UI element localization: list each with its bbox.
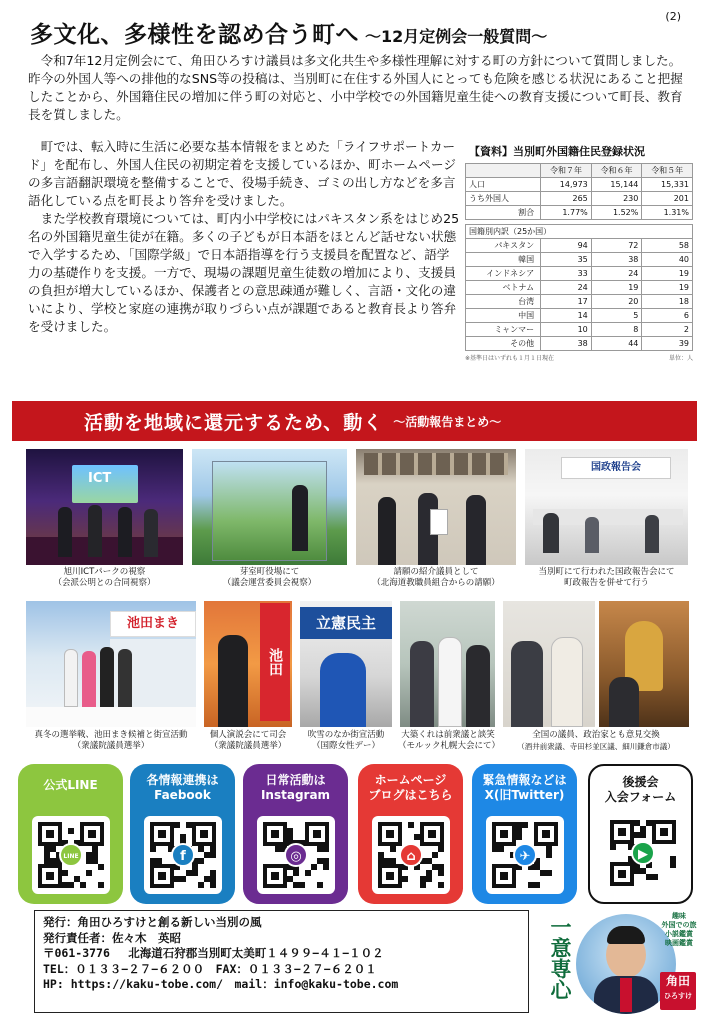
photo-sign-text: 池田 <box>260 603 290 721</box>
qr-card-label-line: 入会フォーム <box>604 790 677 804</box>
photo-caption-report: 当別町にて行われた国政報告会にて 町政報告を併せて行う <box>538 567 675 588</box>
table-cell: 18 <box>642 295 693 309</box>
table-row <box>466 281 693 295</box>
table-cell: 58 <box>642 239 693 253</box>
qr-card-label <box>18 778 123 793</box>
photo-blizzard <box>300 601 392 727</box>
table-header: 令和５年 <box>642 164 693 178</box>
table-cell: 人口 <box>466 178 541 192</box>
table-header-row <box>466 164 693 178</box>
qr-code[interactable] <box>486 816 564 894</box>
stat-table <box>465 163 693 351</box>
table-header: 令和７年 <box>541 164 592 178</box>
table-cell: 中国 <box>466 309 541 323</box>
qr-code[interactable] <box>144 816 222 894</box>
instagram-icon: ◎ <box>284 843 308 867</box>
photo-caption-winter: 真冬の選挙戦、池田まき候補と街宣活動 （衆議院議員選挙） <box>34 730 188 751</box>
table-cell: 6 <box>642 309 693 323</box>
photo-caption-petition: 請願の紹介議員として （北海道教職員組合からの請願） <box>372 567 500 588</box>
table-cell: 15,144 <box>591 178 642 192</box>
table-cell: 17 <box>541 295 592 309</box>
table-cell: 10 <box>541 323 592 337</box>
photo-molkky <box>400 601 495 727</box>
table-cell: 19 <box>642 267 693 281</box>
article-body <box>28 138 461 336</box>
photo-caption-speech: 個人演説会にて司会 （衆議院議員選挙） <box>209 730 287 751</box>
table-row <box>466 239 693 253</box>
home-icon: ⌂ <box>399 843 423 867</box>
banner-subtitle: 〜活動報告まとめ〜 <box>393 414 502 429</box>
photo-winter-campaign <box>26 601 196 727</box>
publisher-responsible: 発行責任者：佐々木 英昭 <box>43 930 181 945</box>
banner-title: 活動を地域に還元するため、動く <box>84 411 384 434</box>
twitter-bird-icon: ✈ <box>513 843 537 867</box>
table-note-left: ※基準日はいずれも１月１日現在 <box>465 355 555 362</box>
table-row <box>466 337 693 351</box>
qr-card-label-line: ブログはこちら <box>368 788 453 802</box>
photo-screen-text: ICT <box>88 471 112 486</box>
qr-card-label <box>130 773 235 803</box>
table-row <box>466 295 693 309</box>
qr-card-label-line: 各情報連携は <box>146 773 219 787</box>
photo-caption-ict: 旭川ICTパークの視察 （会派公明との合同視察） <box>53 567 156 588</box>
table-cell: 24 <box>541 281 592 295</box>
qr-card-label-line: 日常活動は <box>265 773 326 787</box>
table-row <box>466 206 693 220</box>
qr-code[interactable] <box>257 816 335 894</box>
table-cell: 韓国 <box>466 253 541 267</box>
table-note-unit: 単位：人 <box>668 355 693 362</box>
body-paragraph-1: 町では、転入時に生活に必要な基本情報をまとめた「ライフサポートカード」を配布し、外国人住民の初期定着を支援しているほか、町ホームページの多言語翻訳環境を整備することで、役場手続き、ゴミの出し方などを多言語化している点を町長より答弁を受けました。 <box>28 139 456 208</box>
table-cell: 1.77% <box>541 206 592 220</box>
photo-exchange-2 <box>599 601 689 727</box>
publisher-line: 発行：角田ひろすけと創る新しい当別の風 <box>43 915 262 929</box>
table-cell: 35 <box>541 253 592 267</box>
photo-memuro-office <box>192 449 347 565</box>
table-cell: 265 <box>541 192 592 206</box>
qr-card-label-line: Instagram <box>260 788 331 802</box>
table-cell: 39 <box>642 337 693 351</box>
qr-card-label-line: X(旧Twitter) <box>484 788 565 802</box>
table-cell: 94 <box>541 239 592 253</box>
title-sub: 〜12月定例会一般質問〜 <box>365 27 548 46</box>
publisher-phone: TEL：０１３３−２７−６２００ FAX：０１３３−２７−６２０１ <box>43 961 377 976</box>
homepage-qr-card[interactable] <box>358 764 463 904</box>
qr-card-label-line: 公式LINE <box>43 778 98 792</box>
page-number: (2) <box>665 10 681 23</box>
qr-code[interactable] <box>372 816 450 894</box>
supporters-form-qr-card[interactable] <box>588 764 693 904</box>
table-cell: 8 <box>591 323 642 337</box>
table-cell: 44 <box>591 337 642 351</box>
table-row <box>466 323 693 337</box>
qr-card-label-line: Faebook <box>154 788 211 802</box>
table-caption: 【資料】当別町外国籍住民登録状況 <box>469 145 645 158</box>
table-row <box>466 267 693 281</box>
table-row <box>466 225 693 239</box>
table-cell: 38 <box>591 253 642 267</box>
table-cell: 1.52% <box>591 206 642 220</box>
breakdown-label: 国籍別内訳（25か国） <box>466 225 693 239</box>
table-cell: インドネシア <box>466 267 541 281</box>
photo-sign-text: 池田まき <box>110 611 196 637</box>
youtube-play-icon: ▶ <box>631 841 655 865</box>
table-cell: 1.31% <box>642 206 693 220</box>
table-cell: 38 <box>541 337 592 351</box>
qr-code[interactable] <box>604 814 682 892</box>
publisher-web: HP: https://kaku-tobe.com/ mail：info@kaku-tobe.com <box>43 977 399 991</box>
photo-caption-memuro: 芽室町役場にて （議会運営委員会視察） <box>222 567 317 588</box>
table-cell: 15,331 <box>642 178 693 192</box>
table-cell: 72 <box>591 239 642 253</box>
table-cell: 201 <box>642 192 693 206</box>
table-header: 令和６年 <box>591 164 642 178</box>
line-icon: LINE <box>59 843 83 867</box>
photo-sign-text: 国政報告会 <box>561 457 671 479</box>
article-title <box>30 16 690 49</box>
table-cell: 14,973 <box>541 178 592 192</box>
qr-card-label-line: ホームページ <box>374 773 447 787</box>
table-cell: 20 <box>591 295 642 309</box>
photo-petition <box>356 449 516 565</box>
activity-banner <box>12 401 697 441</box>
facebook-qr-card[interactable] <box>130 764 235 904</box>
body-paragraph-2: また学校教育環境については、町内小中学校にはパキスタン系をはじめ25名の外国籍児童生徒が在籍。多くの子どもが日本語をほとんど話せない状態で入学するため、「国際学級」で日本語指導を行う支援員を配置など、語学力の基礎作りを支援。一方で、現場の課題児童生徒数の増加により、支援員の負担が増大しているほか、保護者との意思疎通が難しく、言語・文化の違いにより、学校と家庭の連携が取りづらい点が課題であると教育長より答弁を受けました。 <box>28 211 460 334</box>
table-cell: うち外国人 <box>466 192 541 206</box>
table-cell: 2 <box>642 323 693 337</box>
table-row <box>466 178 693 192</box>
table-cell: ミャンマー <box>466 323 541 337</box>
hobby-block: 趣味 外国での旅 小説鑑賞 映画鑑賞 <box>661 912 697 947</box>
title-main: 多文化、多様性を認め合う町へ <box>30 22 359 48</box>
photo-caption-molkky: 大築くれは前衆議と談笑 （モルック札幌大会にて） <box>398 730 501 751</box>
foreign-resident-table <box>465 143 693 362</box>
photo-sign-text: 立憲民主 <box>300 607 392 639</box>
qr-card-label <box>590 775 691 805</box>
publisher-info <box>34 910 529 1013</box>
photo-national-report <box>525 449 688 565</box>
table-cell: 台湾 <box>466 295 541 309</box>
photo-exchange-1 <box>503 601 595 727</box>
breakdown-rows <box>466 239 693 351</box>
photo-caption-blizzard: 吹雪のなか街宣活動 （国際女性デー） <box>307 730 385 751</box>
table-cell: 230 <box>591 192 642 206</box>
table-cell: 24 <box>591 267 642 281</box>
publisher-address: 〒061-3776 北海道石狩郡当別町太美町１４９９−４１−１０２ <box>43 946 384 960</box>
photo-caption-exchange: 全国の議員、政治家とも意見交換 （酒井前衆議、寺田杉並区議、細川鎌倉市議） <box>517 730 675 751</box>
qr-card-label-line: 後援会 <box>622 775 659 789</box>
table-cell: 14 <box>541 309 592 323</box>
instagram-qr-card[interactable] <box>243 764 348 904</box>
table-row <box>466 253 693 267</box>
table-cell: 5 <box>591 309 642 323</box>
x-twitter-qr-card[interactable] <box>472 764 577 904</box>
table-row <box>466 309 693 323</box>
intro-paragraph: 令和7年12月定例会にて、角田ひろすけ議員は多文化共生や多様性理解に対する町の方針について質問しました。昨今の外国人等への排他的なSNS等の投稿は、当別町に在住する外国人にとっても危険を感じる状況にあること把握したことから、外国籍住民の増加に伴う町の対応と、小中学校での外国籍児童生徒への教育支援について町長、教育長を質しました。 <box>28 53 683 122</box>
table-note <box>465 353 693 362</box>
line-qr-card[interactable] <box>18 764 123 904</box>
profile-block <box>548 912 698 1016</box>
table-header <box>466 164 541 178</box>
qr-card-label <box>358 773 463 803</box>
table-cell: 19 <box>591 281 642 295</box>
photo-ict-park <box>26 449 183 565</box>
facebook-icon: f <box>171 843 195 867</box>
motto-calligraphy: 一意専心 <box>548 916 573 1000</box>
qr-card-label <box>472 773 577 803</box>
table-cell: ベトナム <box>466 281 541 295</box>
name-tag: 角田 ひろすけ <box>660 972 696 1010</box>
table-cell: その他 <box>466 337 541 351</box>
qr-card-label-line: 緊急情報などは <box>482 773 567 787</box>
table-cell: 33 <box>541 267 592 281</box>
photo-speech-mc <box>204 601 292 727</box>
qr-code[interactable] <box>32 816 110 894</box>
table-cell: 19 <box>642 281 693 295</box>
table-cell: パキスタン <box>466 239 541 253</box>
table-cell: 割合 <box>466 206 541 220</box>
qr-card-label <box>243 773 348 803</box>
table-row <box>466 192 693 206</box>
table-cell: 40 <box>642 253 693 267</box>
